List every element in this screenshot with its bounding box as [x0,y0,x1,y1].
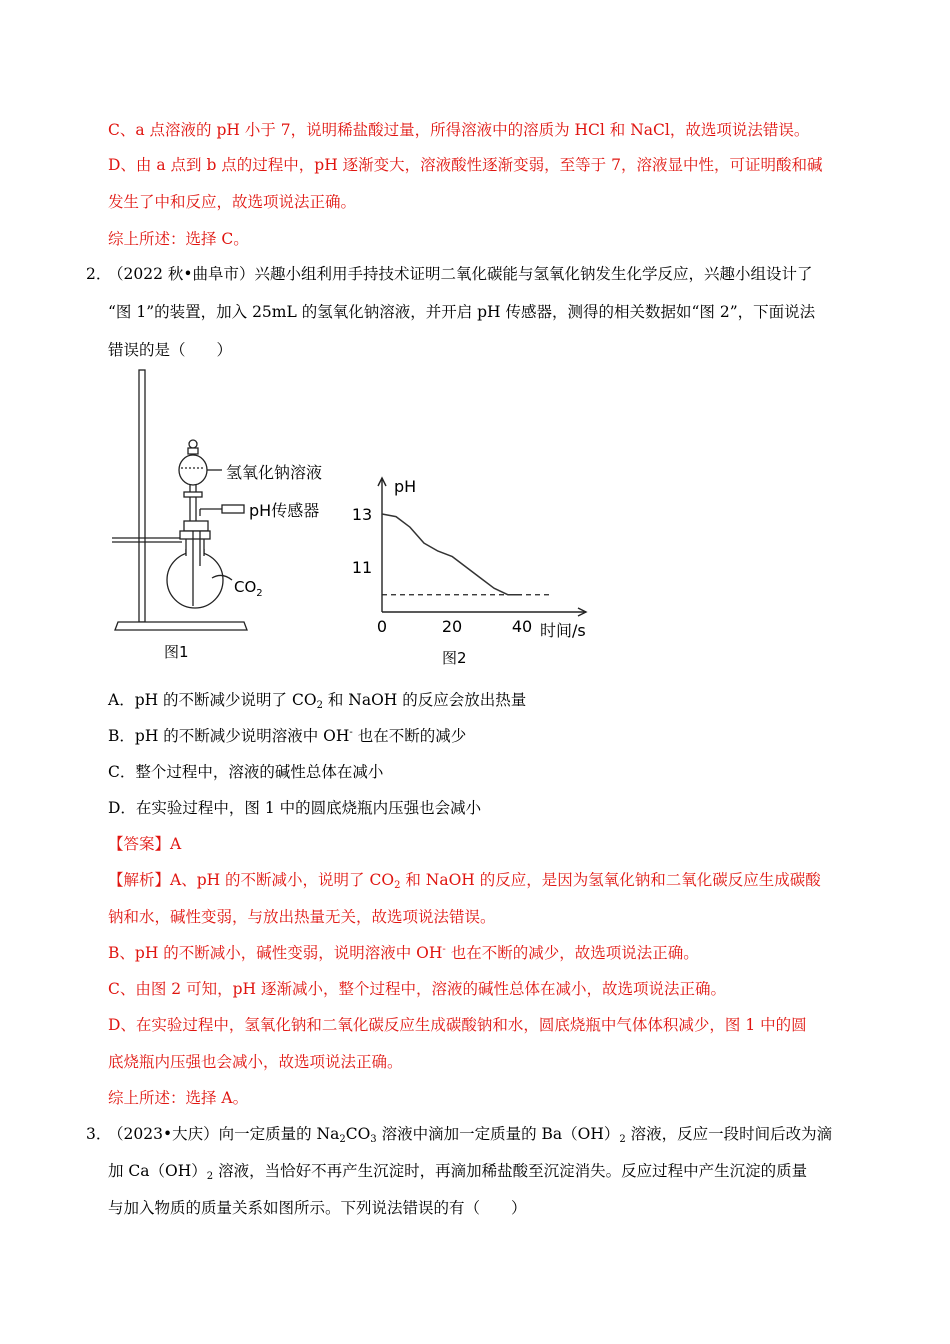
answer: 【答案】A [108,835,182,853]
q2-number: 2． [86,265,112,283]
x-tick-label: 40 [511,617,533,636]
figure-1-caption: 图1 [164,643,189,661]
analysis-a: 【解析】A、pH 的不断减小，说明了 $CO_2$ 和 NaOH 的反应，是因为氢氧化钠和二氧化碳反应生成碳酸 [108,871,821,891]
prev-analysis-c: C、a 点溶液的 pH 小于 7，说明稀盐酸过量，所得溶液中的溶质为 HCl 和 NaCl，故选项说法错误。 [108,121,810,139]
y-tick-label: 11 [351,557,373,577]
y-tick-label: 13 [351,504,373,524]
x-axis-label: 时间/s [540,621,586,640]
prev-summary: 综上所述：选择 C。 [108,230,249,248]
prev-analysis-d-line1: D、由 a 点到 b 点的过程中，pH 逐渐变大，溶液酸性逐渐变弱，至等于 7，溶液显中性，可证明酸和碱 [108,156,823,174]
analysis-d-line2: 底烧瓶内压强也会减小，故选项说法正确。 [108,1053,403,1071]
analysis-d-line1: D、在实验过程中，氢氧化钠和二氧化碳反应生成碳酸钠和水，圆底烧瓶中气体体积减少，图 1 中的圆 [108,1016,807,1034]
label-co2: $CO_2$ [234,578,263,599]
option-b: B．pH 的不断减少说明溶液中 OH- 也在不断的减少 [108,727,467,745]
q3-stem-line3: 与加入物质的质量关系如图所示。下列说法错误的有（ ） [108,1199,527,1217]
label-naoh-solution: 氢氧化钠溶液 [226,463,323,482]
q3-stem-line2: 加 $Ca(OH)_2$ 溶液，当恰好不再产生沉淀时，再滴加稀盐酸至沉淀消失。反应过程中产生沉淀的质量 [108,1162,808,1182]
q2-stem-line3: 错误的是（ ） [108,341,233,359]
analysis-c: C、由图 2 可知，pH 逐渐减小，整个过程中，溶液的碱性总体在减小，故选项说法正确。 [108,980,726,998]
y-axis-label: pH [394,477,417,496]
figure-1-apparatus [104,366,354,666]
analysis-a-line2: 钠和水，碱性变弱，与放出热量无关，故选项说法错误。 [108,908,496,926]
analysis-summary: 综上所述：选择 A。 [108,1089,249,1107]
prev-analysis-d-line2: 发生了中和反应，故选项说法正确。 [108,193,357,211]
option-a: A．pH 的不断减少说明了 $CO_2$ 和 NaOH 的反应会放出热量 [108,691,527,711]
figure-2-caption: 图2 [442,649,467,667]
q2-stem-line2: “图 1”的装置，加入 25mL 的氢氧化钠溶液，并开启 pH 传感器，测得的相关数据如“图 2”，下面说法 [108,303,816,321]
label-ph-sensor: pH传感器 [249,501,320,520]
q2-stem-line1: （2022 秋•曲阜市）兴趣小组利用手持技术证明二氧化碳能与氢氧化钠发生化学反应，兴趣小组设计了 [108,265,813,283]
ph-curve [382,514,522,595]
option-d: D．在实验过程中，图 1 中的圆底烧瓶内压强也会减小 [108,799,482,817]
x-tick-label: 20 [441,617,463,636]
figure-2-ph-chart [350,470,610,670]
x-tick-label: 0 [376,617,388,636]
option-c: C．整个过程中，溶液的碱性总体在减小 [108,763,384,781]
q3-number: 3． [86,1125,112,1143]
analysis-b: B、pH 的不断减小，碱性变弱，说明溶液中 OH- 也在不断的减少，故选项说法正确。 [108,944,699,962]
q3-stem-line1: （2023•大庆）向一定质量的 $Na_2CO_3$ 溶液中滴加一定质量的 $Ba(OH)_2$ 溶液，反应一段时间后改为滴 [108,1125,833,1145]
